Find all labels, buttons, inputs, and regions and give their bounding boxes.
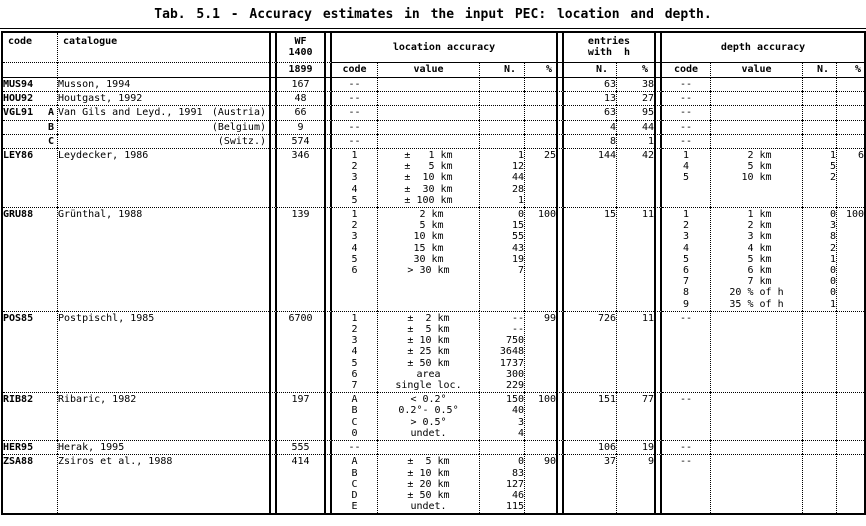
subheader-empty-catalogue	[57, 63, 269, 78]
cell-entries-pct: 19	[616, 440, 654, 454]
cell-depth-pct: 100	[836, 207, 864, 311]
cell-depth-value	[710, 440, 802, 454]
cell-catalogue: (Belgium)	[57, 120, 269, 134]
box-gap	[556, 63, 564, 78]
cell-depth-pct	[836, 392, 864, 440]
cell-catalogue: (Switz.)	[57, 134, 269, 148]
cell-loc-value	[377, 134, 479, 148]
cell-depth-value: 1 km 2 km 3 km 4 km 5 km 6 km 7 km 20 % of h 35 % of h	[710, 207, 802, 311]
cell-depth-code: 1 4 5	[662, 148, 710, 207]
cell-loc-code: --	[332, 91, 377, 105]
cell-code: VGL91 A	[3, 105, 57, 119]
cell-loc-value: ± 5 km ± 10 km ± 20 km ± 50 km undet.	[377, 454, 479, 513]
cell-loc-pct	[524, 120, 556, 134]
box-gap	[269, 120, 277, 134]
cell-entries-n: 37	[564, 454, 616, 513]
cell-wf-count: 167	[291, 79, 310, 90]
cell-depth-code: --	[662, 134, 710, 148]
cell-loc-value	[377, 78, 479, 91]
col-header-location-accuracy: location accuracy	[332, 33, 556, 63]
cell-loc-pct	[524, 105, 556, 119]
cell-entries-pct: 38	[616, 78, 654, 91]
box-gap	[324, 454, 332, 513]
cell-loc-n: 150 40 3 4	[479, 392, 524, 440]
cell-depth-pct	[836, 440, 864, 454]
cell-depth-pct	[836, 78, 864, 91]
cell-depth-value	[710, 105, 802, 119]
cell-depth-value	[710, 78, 802, 91]
box-gap	[269, 33, 277, 63]
box-gap	[556, 148, 564, 207]
box-gap	[324, 78, 332, 91]
cell-loc-pct: 100	[524, 207, 556, 311]
cell-catalogue: Zsiros et al., 1988	[57, 454, 269, 513]
cell-catalogue: Houtgast, 1992	[57, 91, 269, 105]
cell-depth-value	[710, 454, 802, 513]
subheader-depth-n: N.	[802, 63, 836, 78]
entries-label-line1: entries	[587, 36, 631, 47]
box-gap	[654, 134, 662, 148]
cell-entries-n: 13	[564, 91, 616, 105]
cell-loc-code: --	[348, 79, 361, 90]
cell-wf-count: 139	[277, 207, 324, 311]
cell-entries-n: 8	[564, 134, 616, 148]
cell-loc-pct: 25	[524, 148, 556, 207]
subheader-entries-n: N.	[564, 63, 616, 78]
cell-entries-n: 726	[564, 311, 616, 392]
cell-catalogue: Postpischl, 1985	[57, 311, 269, 392]
cell-depth-pct: 6	[836, 148, 864, 207]
cell-loc-value: 2 km 5 km 10 km 15 km 30 km > 30 km	[377, 207, 479, 311]
box-gap	[269, 440, 277, 454]
cell-loc-n	[479, 440, 524, 454]
box-gap	[324, 392, 332, 440]
box-gap	[556, 120, 564, 134]
box-gap	[324, 207, 332, 311]
box-gap	[654, 207, 662, 311]
cell-depth-code: --	[662, 392, 710, 440]
box-gap	[654, 33, 662, 63]
cell-wf-count: 66	[277, 105, 324, 119]
box-gap	[269, 392, 277, 440]
cell-depth-n	[802, 78, 836, 91]
cell-depth-pct	[836, 454, 864, 513]
cell-depth-n	[802, 91, 836, 105]
cell-entries-pct: 11	[616, 207, 654, 311]
box-gap	[556, 78, 564, 91]
box-gap	[324, 63, 332, 78]
cell-depth-code: 1 2 3 4 5 6 7 8 9	[662, 207, 710, 311]
cell-depth-n	[802, 134, 836, 148]
cell-loc-code: A B C 0	[332, 392, 377, 440]
cell-entries-n: 4	[564, 120, 616, 134]
cell-depth-pct	[836, 91, 864, 105]
cell-code: HOU92	[3, 91, 57, 105]
box-gap	[269, 454, 277, 513]
cell-loc-pct	[524, 440, 556, 454]
box-gap	[324, 148, 332, 207]
cell-loc-pct: 100	[524, 392, 556, 440]
cell-code: GRU88	[3, 207, 57, 311]
cell-code: MUS94	[3, 79, 34, 90]
subheader-loc-code: code	[332, 63, 377, 78]
cell-catalogue: Musson, 1994	[57, 78, 269, 91]
cell-loc-n: -- -- 750 3648 1737 300 229	[479, 311, 524, 392]
cell-depth-code: --	[662, 311, 710, 392]
col-header-catalogue: catalogue	[57, 33, 269, 63]
cell-entries-pct: 1	[616, 134, 654, 148]
cell-depth-code: --	[662, 454, 710, 513]
cell-loc-code: --	[332, 105, 377, 119]
box-gap	[269, 311, 277, 392]
box-gap	[324, 134, 332, 148]
box-gap	[654, 63, 662, 78]
cell-depth-value	[710, 134, 802, 148]
cell-depth-value	[710, 91, 802, 105]
cell-depth-n: 0 3 8 2 1 0 0 0 1	[802, 207, 836, 311]
cell-wf-count: 197	[277, 392, 324, 440]
cell-wf-count: 555	[277, 440, 324, 454]
cell-depth-code: --	[662, 120, 710, 134]
cell-loc-code: --	[332, 134, 377, 148]
cell-loc-value	[377, 105, 479, 119]
cell-loc-value	[377, 440, 479, 454]
cell-wf-count: 48	[277, 91, 324, 105]
cell-entries-pct: 42	[616, 148, 654, 207]
box-gap	[556, 91, 564, 105]
cell-catalogue: Grünthal, 1988	[57, 207, 269, 311]
cell-loc-pct	[524, 91, 556, 105]
cell-loc-value: ± 1 km ± 5 km ± 10 km ± 30 km ± 100 km	[377, 148, 479, 207]
cell-depth-n	[802, 311, 836, 392]
cell-wf-count: 574	[277, 134, 324, 148]
box-gap	[269, 91, 277, 105]
cell-loc-code: 1 2 3 4 5 6	[332, 207, 377, 311]
box-gap	[556, 33, 564, 63]
cell-wf-count: 9	[277, 120, 324, 134]
cell-depth-n: 1 5 2	[802, 148, 836, 207]
cell-code: RIB82	[3, 392, 57, 440]
top-rule	[0, 28, 866, 29]
cell-depth-n	[802, 454, 836, 513]
wf-label-line2: 1400	[288, 47, 313, 59]
cell-wf-count: 6700	[277, 311, 324, 392]
cell-loc-value: < 0.2° 0.2°- 0.5° > 0.5° undet.	[377, 392, 479, 440]
box-gap	[269, 148, 277, 207]
cell-loc-code: 1 2 3 4 5 6 7	[332, 311, 377, 392]
cell-depth-pct	[836, 105, 864, 119]
box-gap	[556, 454, 564, 513]
cell-loc-n: 0 83 127 46 115	[479, 454, 524, 513]
cell-loc-n	[479, 105, 524, 119]
col-header-depth-accuracy: depth accuracy	[662, 33, 864, 63]
cell-entries-pct: 77	[616, 392, 654, 440]
box-gap	[654, 120, 662, 134]
cell-depth-pct	[836, 311, 864, 392]
cell-entries-pct: 11	[616, 311, 654, 392]
cell-entries-pct: 95	[616, 105, 654, 119]
box-gap	[654, 78, 662, 91]
cell-code: ZSA88	[3, 454, 57, 513]
subheader-loc-pct: %	[524, 63, 556, 78]
subheader-entries-pct: %	[616, 63, 654, 78]
box-gap	[324, 33, 332, 63]
cell-depth-code: --	[679, 79, 693, 90]
box-gap	[269, 105, 277, 119]
box-gap	[324, 105, 332, 119]
cell-loc-code: 1 2 3 4 5	[332, 148, 377, 207]
cell-loc-n	[479, 91, 524, 105]
cell-catalogue: Van Gils and Leyd., 1991 (Austria)	[57, 105, 269, 119]
box-gap	[654, 311, 662, 392]
cell-entries-pct: 44	[616, 120, 654, 134]
cell-depth-n	[802, 440, 836, 454]
cell-entries-n: 15	[564, 207, 616, 311]
cell-loc-pct: 99	[524, 311, 556, 392]
cell-depth-code: --	[662, 440, 710, 454]
col-header-code: code	[3, 33, 57, 63]
cell-loc-code: A B C D E	[332, 454, 377, 513]
cell-loc-pct	[524, 134, 556, 148]
box-gap	[556, 207, 564, 311]
cell-depth-value: 2 km 5 km 10 km	[710, 148, 802, 207]
box-gap	[556, 134, 564, 148]
cell-depth-code: --	[662, 91, 710, 105]
cell-loc-code: --	[332, 440, 377, 454]
box-gap	[269, 207, 277, 311]
subheader-depth-pct: %	[836, 63, 864, 78]
cell-entries-n: 63	[603, 79, 616, 90]
box-gap	[324, 120, 332, 134]
cell-wf-count: 346	[277, 148, 324, 207]
cell-depth-code: --	[662, 105, 710, 119]
cell-depth-n	[802, 120, 836, 134]
cell-entries-n: 151	[564, 392, 616, 440]
cell-loc-pct	[524, 78, 556, 91]
cell-catalogue: Herak, 1995	[57, 440, 269, 454]
col-header-entries-with-h	[564, 33, 654, 63]
cell-catalogue: Leydecker, 1986	[57, 148, 269, 207]
col-header-wf	[277, 33, 324, 63]
entries-label-line2: with h	[587, 47, 631, 59]
cell-loc-n	[479, 120, 524, 134]
cell-code: C	[3, 134, 57, 148]
cell-loc-n: 1 12 44 28 1	[479, 148, 524, 207]
cell-entries-n: 63	[564, 105, 616, 119]
box-gap	[654, 148, 662, 207]
wf-label-line1: WF	[294, 36, 307, 47]
box-gap	[654, 440, 662, 454]
cell-loc-pct: 90	[524, 454, 556, 513]
box-gap	[556, 105, 564, 119]
cell-depth-n	[802, 392, 836, 440]
subheader-empty-code	[3, 63, 57, 78]
cell-loc-code: --	[332, 120, 377, 134]
cell-depth-value	[710, 311, 802, 392]
cell-loc-n	[479, 78, 524, 91]
cell-depth-pct	[836, 120, 864, 134]
subheader-depth-value: value	[710, 63, 802, 78]
cell-loc-n: 0 15 55 43 19 7	[479, 207, 524, 311]
cell-entries-pct: 9	[616, 454, 654, 513]
cell-depth-value	[710, 120, 802, 134]
cell-loc-value	[377, 120, 479, 134]
box-gap	[324, 311, 332, 392]
cell-catalogue: Ribaric, 1982	[57, 392, 269, 440]
cell-loc-n	[479, 134, 524, 148]
subheader-wf-1899: 1899	[277, 63, 324, 78]
cell-code: HER95	[3, 440, 57, 454]
cell-entries-n: 106	[564, 440, 616, 454]
cell-depth-value	[710, 392, 802, 440]
box-gap	[654, 392, 662, 440]
cell-wf-count: 414	[277, 454, 324, 513]
accuracy-table	[1, 31, 866, 515]
box-gap	[556, 440, 564, 454]
subheader-depth-code: code	[662, 63, 710, 78]
box-gap	[556, 392, 564, 440]
box-gap	[654, 91, 662, 105]
cell-loc-value	[377, 91, 479, 105]
box-gap	[269, 134, 277, 148]
cell-entries-pct: 27	[616, 91, 654, 105]
box-gap	[269, 63, 277, 78]
box-gap	[556, 311, 564, 392]
cell-depth-pct	[836, 134, 864, 148]
cell-depth-n	[802, 105, 836, 119]
box-gap	[654, 454, 662, 513]
cell-code: B	[3, 120, 57, 134]
cell-code: POS85	[3, 311, 57, 392]
table-caption: Tab. 5.1 - Accuracy estimates in the input PEC: location and depth.	[154, 7, 712, 22]
subheader-loc-value: value	[377, 63, 479, 78]
box-gap	[269, 78, 277, 91]
box-gap	[654, 105, 662, 119]
cell-loc-value: ± 2 km ± 5 km ± 10 km ± 25 km ± 50 km area single loc.	[377, 311, 479, 392]
box-gap	[324, 91, 332, 105]
box-gap	[324, 440, 332, 454]
cell-entries-n: 144	[564, 148, 616, 207]
subheader-loc-n: N.	[479, 63, 524, 78]
cell-code: LEY86	[3, 148, 57, 207]
